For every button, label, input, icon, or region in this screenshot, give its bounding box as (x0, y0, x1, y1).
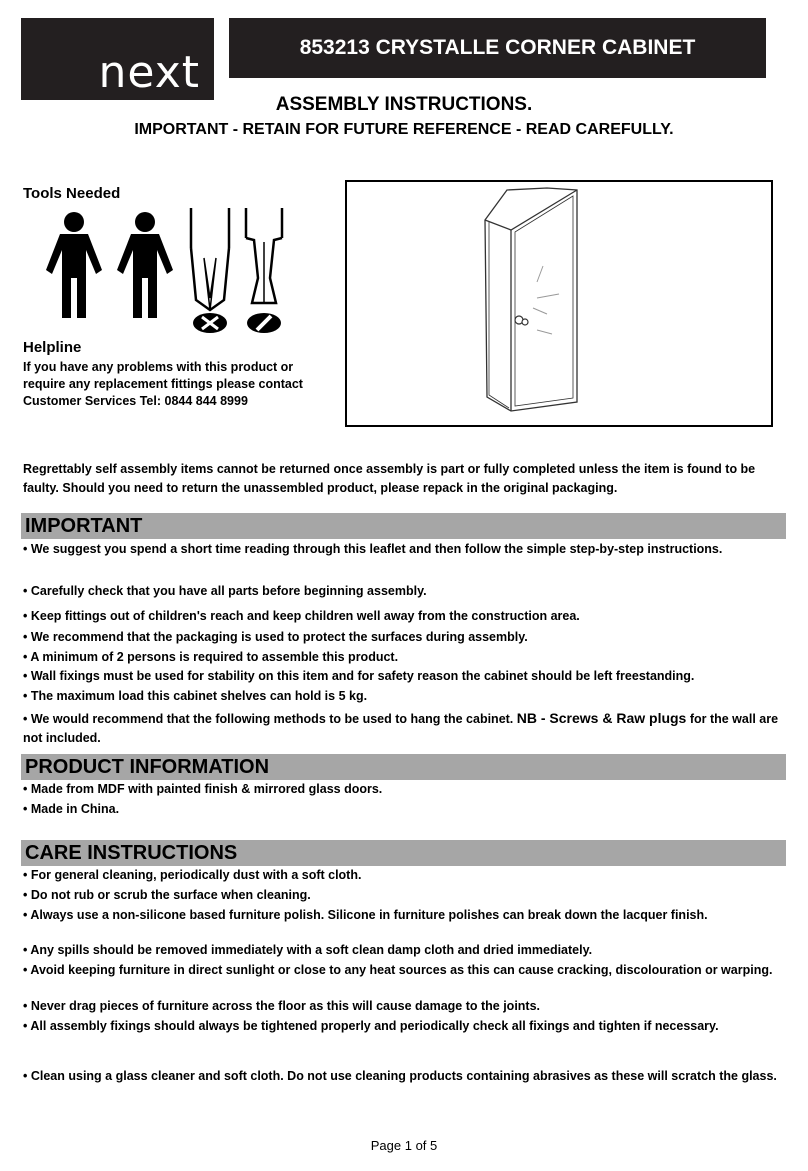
list-item: • Do not rub or scrub the surface when cleaning. (23, 888, 311, 902)
list-item: • Never drag pieces of furniture across the floor as this will cause damage to the joints. (23, 999, 541, 1013)
helpline-title: Helpline (23, 339, 82, 356)
list-item: • We suggest you spend a short time reading through this leaflet and then follow the simple step-by-step instructions. (23, 542, 723, 556)
list-item: • We recommend that the packaging is used to protect the surfaces during assembly. (23, 630, 528, 644)
list-item: • Keep fittings out of children's reach and keep children well away from the construction area. (23, 609, 580, 623)
list-item: • For general cleaning, periodically dust with a soft cloth. (23, 868, 362, 882)
flat-screwdriver-icon (246, 208, 282, 303)
flat-tip-icon (247, 313, 281, 333)
list-item: • The maximum load this cabinet shelves can hold is 5 kg. (23, 689, 368, 703)
list-item: • Any spills should be removed immediately with a soft clean damp cloth and dried immediately. (23, 943, 593, 957)
list-item: • All assembly fixings should always be tightened properly and periodically check all fixings and tighten if necessary. (23, 1019, 719, 1033)
list-item: • Wall fixings must be used for stability on this item and for safety reason the cabinet should be left freestanding. (23, 669, 695, 683)
phillips-screwdriver-icon (191, 208, 229, 310)
important-section-header: IMPORTANT (21, 513, 786, 539)
product-title-bar: 853213 CRYSTALLE CORNER CABINET (229, 18, 766, 78)
phillips-tip-icon (193, 313, 227, 333)
helpline-text (23, 359, 333, 410)
person-icon (117, 212, 173, 318)
hanging-text-start: • We would recommend that the following methods to be used to hang the cabinet. (23, 712, 517, 726)
list-item: • Clean using a glass cleaner and soft cloth. Do not use cleaning products containing abrasives as these will scratch the glass. (23, 1069, 777, 1083)
list-item-hanging (23, 709, 788, 748)
list-item: • A minimum of 2 persons is required to assemble this product. (23, 650, 399, 664)
knob-icon (515, 316, 528, 325)
page-number: Page 1 of 5 (370, 1138, 438, 1153)
product-image-frame (345, 180, 773, 427)
page-subtitle: IMPORTANT - RETAIN FOR FUTURE REFERENCE - READ CAREFULLY. (134, 121, 674, 138)
list-item: • Avoid keeping furniture in direct sunlight or close to any heat sources as this can cause cracking, discolouration or warping. (23, 963, 773, 977)
helpline-line: If you have any problems with this product or (23, 360, 294, 374)
returns-disclaimer: Regrettably self assembly items cannot be returned once assembly is part or fully completed unless the item is found to be faulty. Should you need to return the unassembled product, please repack in the original packaging. (23, 462, 756, 495)
helpline-line: require any replacement fittings please contact (23, 377, 303, 391)
hanging-text-end: for the wall are not included. (23, 712, 779, 745)
care-section-header: CARE INSTRUCTIONS (21, 840, 786, 866)
logo-text: next (98, 47, 200, 98)
page-title: ASSEMBLY INSTRUCTIONS. (275, 94, 533, 115)
nb-note: NB - Screws & Raw plugs (516, 710, 687, 726)
helpline-line: Customer Services Tel: 0844 844 8999 (23, 394, 248, 408)
list-item: • Made in China. (23, 802, 120, 816)
person-icon (46, 212, 102, 318)
list-item: • Made from MDF with painted finish & mirrored glass doors. (23, 782, 383, 796)
product-info-section-header: PRODUCT INFORMATION (21, 754, 786, 780)
list-item: • Always use a non-silicone based furniture polish. Silicone in furniture polishes can break down the lacquer finish. (23, 908, 708, 922)
tools-illustration (38, 208, 288, 336)
tools-needed-title: Tools Needed (23, 185, 121, 202)
next-logo (21, 18, 214, 100)
list-item: • Carefully check that you have all parts before beginning assembly. (23, 584, 427, 598)
corner-cabinet-illustration (347, 182, 771, 425)
